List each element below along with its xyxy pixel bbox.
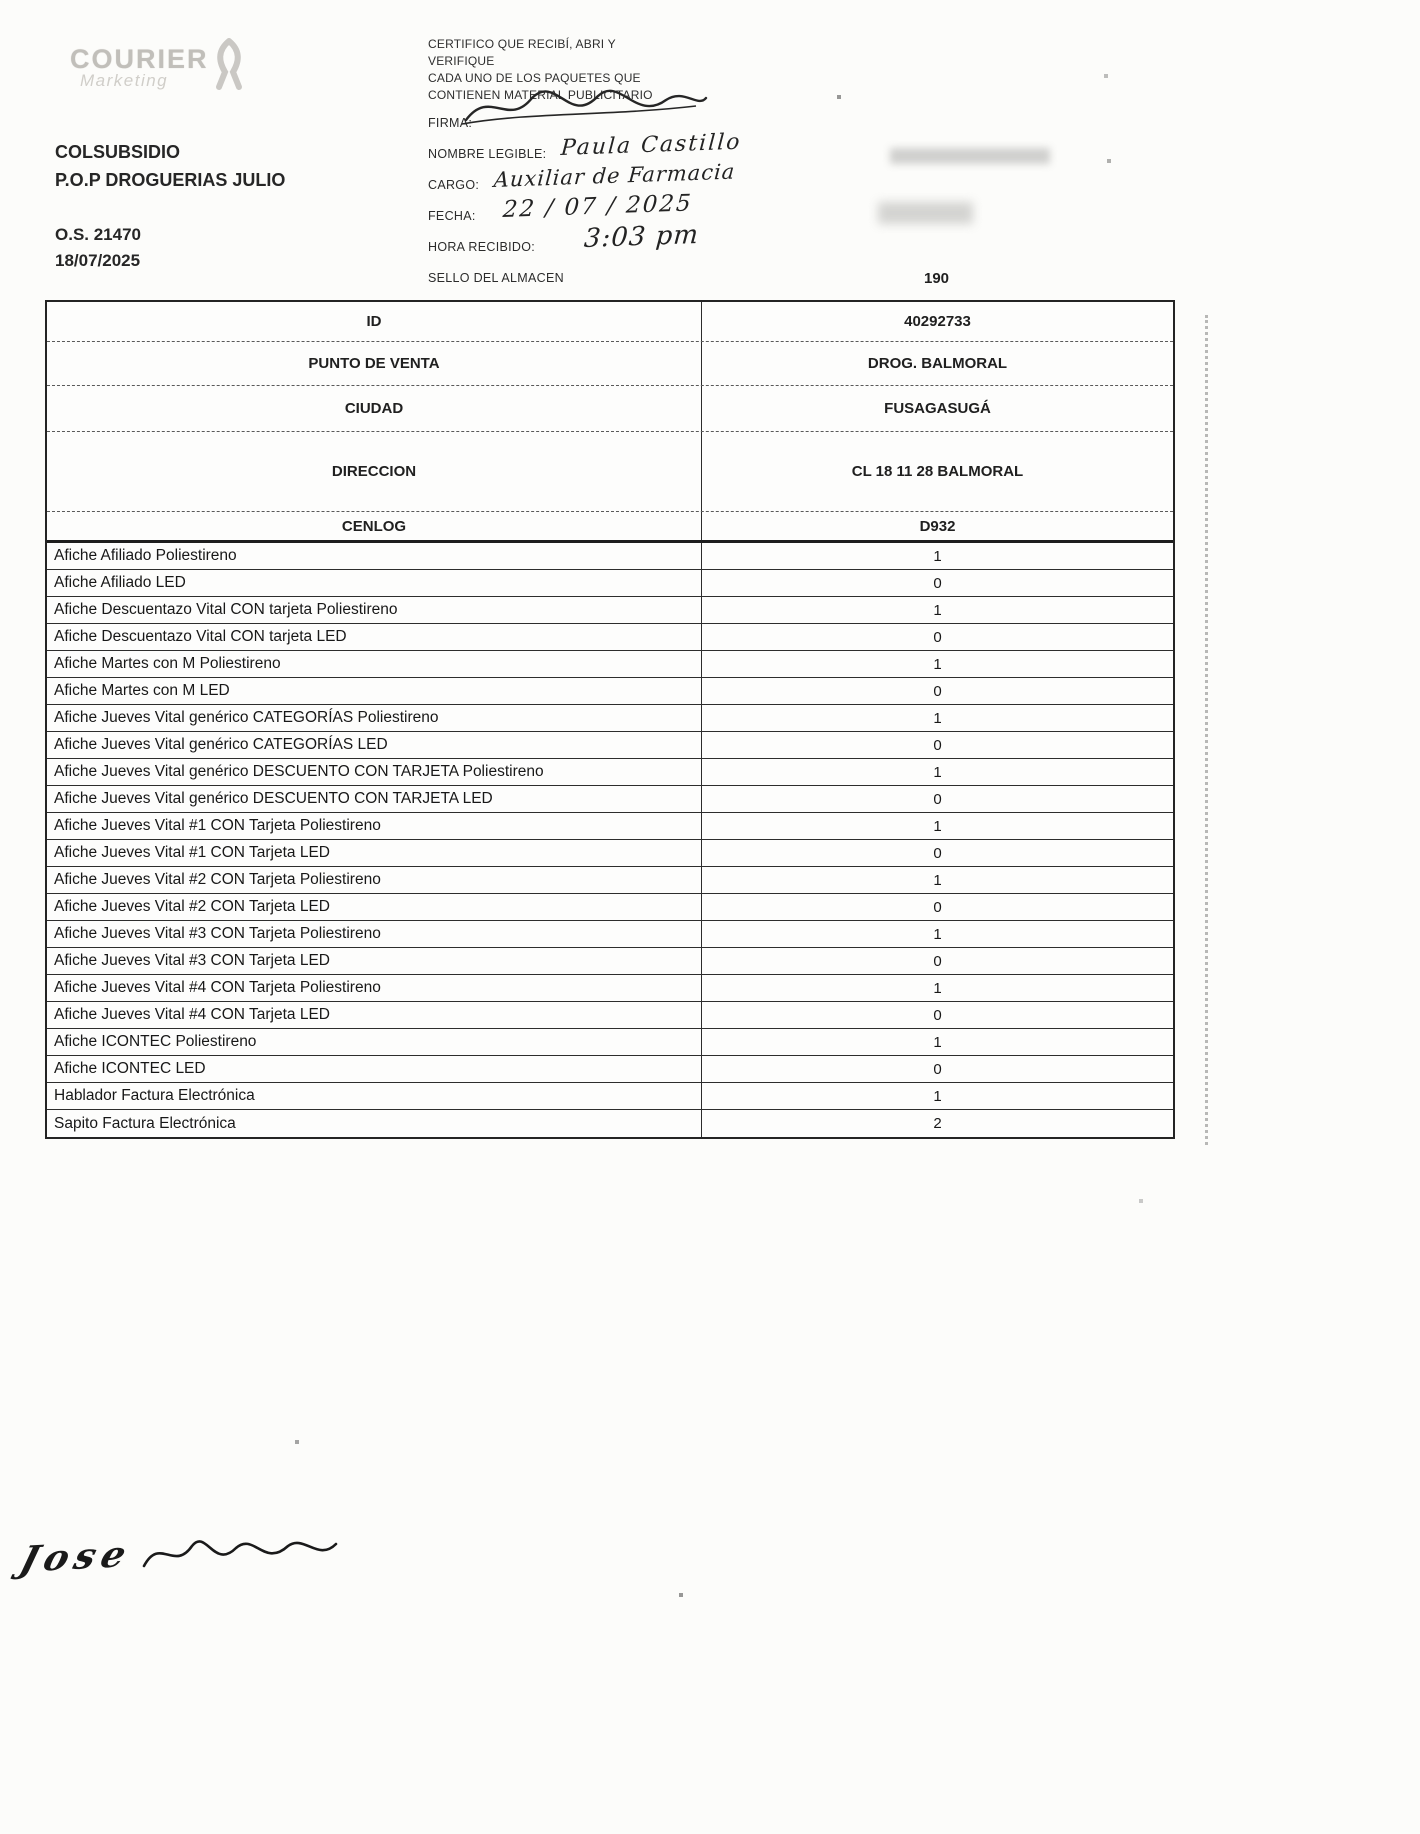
field-label: NOMBRE LEGIBLE:	[428, 147, 547, 161]
item-label: Sapito Factura Electrónica	[47, 1110, 702, 1137]
order-number: O.S. 21470	[55, 225, 142, 244]
item-label: Afiche Jueves Vital #1 CON Tarjeta Poliestireno	[47, 813, 702, 839]
page-number: 190	[924, 270, 950, 287]
item-quantity: 0	[933, 844, 942, 862]
item-label: Afiche Jueves Vital #4 CON Tarjeta LED	[47, 1002, 702, 1028]
header-value: 40292733	[904, 313, 971, 330]
handwritten-value: 22 / 07 / 2025	[501, 190, 694, 223]
table-row	[47, 948, 1173, 975]
table-row	[47, 597, 1173, 624]
item-quantity: 2	[933, 1115, 942, 1132]
order-date: 18/07/2025	[55, 251, 141, 270]
header-value: FUSAGASUGÁ	[884, 400, 991, 417]
table-header-row	[47, 432, 1173, 512]
item-label: Afiche ICONTEC LED	[47, 1056, 702, 1082]
table-header-row	[47, 512, 1173, 543]
field-row	[428, 129, 743, 161]
item-label: Afiche Jueves Vital #3 CON Tarjeta LED	[47, 948, 702, 974]
header-label: DIRECCION	[47, 432, 702, 511]
item-quantity: 1	[933, 1087, 942, 1105]
item-label: Afiche Descuentazo Vital CON tarjeta Poliestireno	[47, 597, 702, 623]
footer-signature-scribble	[140, 1532, 340, 1578]
item-quantity: 0	[933, 898, 942, 916]
delivery-table	[45, 300, 1175, 1139]
field-label: FIRMA:	[428, 116, 473, 130]
item-label: Afiche Jueves Vital #3 CON Tarjeta Poliestireno	[47, 921, 702, 947]
handwritten-value: Auxiliar de Farmacia	[493, 159, 737, 192]
table-row	[47, 867, 1173, 894]
item-label: Afiche Jueves Vital genérico DESCUENTO CON TARJETA LED	[47, 786, 702, 812]
item-quantity: 1	[933, 655, 942, 673]
table-row	[47, 1056, 1173, 1083]
logo-tagline: Marketing	[80, 71, 169, 90]
item-quantity: 1	[933, 1033, 942, 1051]
footer-signature-text: Jose	[15, 1533, 137, 1581]
field-label: CARGO:	[428, 178, 480, 192]
certification-line: CADA UNO DE LOS PAQUETES QUE	[428, 71, 641, 85]
item-quantity: 0	[933, 1006, 942, 1024]
header-label: CENLOG	[47, 512, 702, 540]
header-value: D932	[919, 517, 956, 535]
logo-name: COURIER	[70, 44, 209, 74]
item-label: Afiche Martes con M Poliestireno	[47, 651, 702, 677]
ribbon-icon	[208, 36, 250, 97]
table-row	[47, 1029, 1173, 1056]
item-label: Afiche Martes con M LED	[47, 678, 702, 704]
item-label: Afiche Jueves Vital genérico CATEGORÍAS Poliestireno	[47, 705, 702, 731]
certification-line: CERTIFICO QUE RECIBÍ, ABRI Y	[428, 37, 616, 51]
item-quantity: 1	[933, 709, 942, 727]
table-row	[47, 894, 1173, 921]
item-quantity: 0	[933, 574, 942, 592]
table-row	[47, 786, 1173, 813]
field-row	[428, 159, 741, 192]
item-label: Afiche Jueves Vital #2 CON Tarjeta LED	[47, 894, 702, 920]
table-row	[47, 813, 1173, 840]
table-row	[47, 705, 1173, 732]
table-row	[47, 1002, 1173, 1029]
table-header-row	[47, 302, 1173, 342]
item-quantity: 0	[933, 628, 942, 646]
table-row	[47, 732, 1173, 759]
table-row	[47, 840, 1173, 867]
scan-edge-dots	[1205, 315, 1208, 1145]
campaign-name: P.O.P DROGUERIAS JULIO	[55, 170, 286, 190]
item-label: Afiche Descuentazo Vital CON tarjeta LED	[47, 624, 702, 650]
table-row	[47, 651, 1173, 678]
item-label: Afiche Jueves Vital #1 CON Tarjeta LED	[47, 840, 702, 866]
header-value: DROG. BALMORAL	[867, 355, 1008, 372]
item-quantity: 1	[933, 925, 942, 943]
item-quantity: 1	[933, 547, 942, 565]
item-quantity: 1	[933, 763, 942, 781]
table-row	[47, 1110, 1173, 1137]
certification-line: CONTIENEN MATERIAL PUBLICITARIO	[428, 88, 653, 102]
item-label: Afiche Afiliado Poliestireno	[47, 543, 702, 569]
table-row	[47, 543, 1173, 570]
item-label: Afiche Jueves Vital genérico CATEGORÍAS LED	[47, 732, 702, 758]
item-quantity: 1	[933, 601, 942, 619]
header-label: PUNTO DE VENTA	[47, 342, 702, 385]
item-label: Afiche Jueves Vital genérico DESCUENTO CON TARJETA Poliestireno	[47, 759, 702, 785]
field-row	[428, 219, 741, 254]
header-label: CIUDAD	[47, 386, 702, 431]
table-header-rows	[47, 302, 1173, 543]
item-label: Afiche ICONTEC Poliestireno	[47, 1029, 702, 1055]
scan-specks	[0, 0, 2, 2]
table-row	[47, 1083, 1173, 1110]
courier-marketing-logo	[70, 44, 209, 91]
certification-line: VERIFIQUE	[428, 54, 495, 68]
table-header-row	[47, 342, 1173, 386]
field-row	[428, 265, 741, 285]
table-row	[47, 975, 1173, 1002]
order-block	[55, 222, 141, 274]
item-quantity: 1	[933, 817, 942, 835]
field-label: SELLO DEL ALMACEN	[428, 271, 564, 285]
field-label: HORA RECIBIDO:	[428, 240, 535, 254]
item-label: Afiche Afiliado LED	[47, 570, 702, 596]
client-block	[55, 138, 285, 194]
header-value: CL 18 11 28 BALMORAL	[851, 463, 1024, 480]
table-header-row	[47, 386, 1173, 432]
field-label: FECHA:	[428, 209, 476, 223]
handwritten-value: Paula Castillo	[560, 129, 743, 161]
client-name: COLSUBSIDIO	[55, 142, 181, 162]
table-item-rows	[47, 543, 1173, 1137]
handwritten-value: 3:03 pm	[583, 219, 700, 254]
item-label: Afiche Jueves Vital #2 CON Tarjeta Poliestireno	[47, 867, 702, 893]
item-quantity: 1	[933, 979, 942, 997]
signature-scribble	[460, 82, 710, 139]
item-label: Afiche Jueves Vital #4 CON Tarjeta Poliestireno	[47, 975, 702, 1001]
warehouse-stamp-faint	[872, 136, 1082, 251]
table-row	[47, 570, 1173, 597]
item-quantity: 0	[933, 1060, 942, 1078]
header-label: ID	[47, 302, 702, 341]
item-quantity: 1	[933, 871, 942, 889]
footer-signature	[15, 1532, 340, 1581]
item-quantity: 0	[933, 736, 942, 754]
item-quantity: 0	[933, 790, 942, 808]
table-row	[47, 921, 1173, 948]
table-row	[47, 624, 1173, 651]
item-label: Hablador Factura Electrónica	[47, 1083, 702, 1109]
table-row	[47, 678, 1173, 705]
item-quantity: 0	[933, 952, 942, 970]
item-quantity: 0	[933, 682, 942, 700]
table-row	[47, 759, 1173, 786]
